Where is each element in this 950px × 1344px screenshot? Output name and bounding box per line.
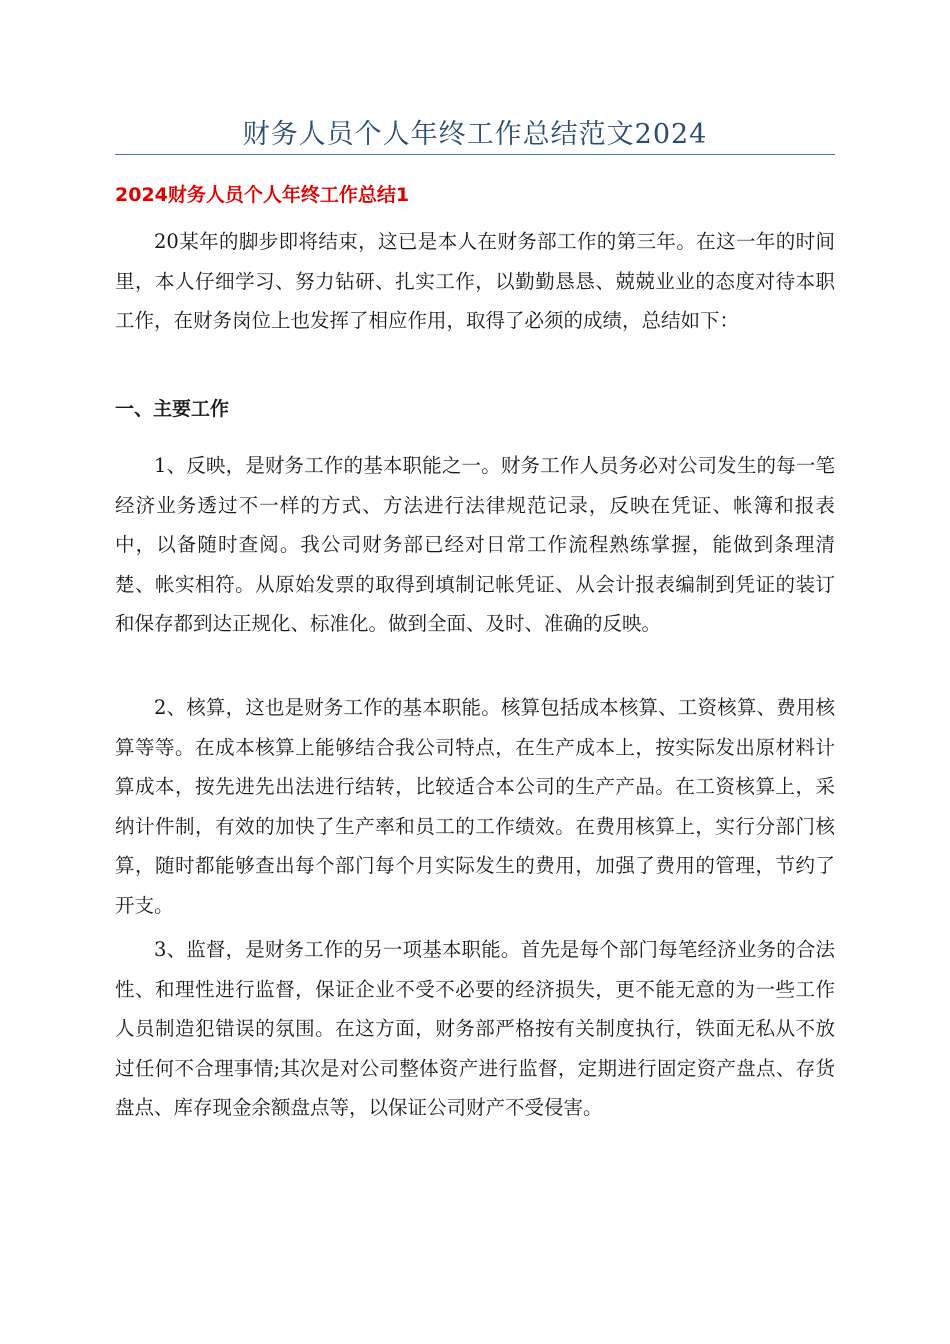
subheading-main-work: 一、主要工作 xyxy=(115,398,230,420)
section-heading: 2024财务人员个人年终工作总结1 xyxy=(115,184,410,206)
intro-paragraph: 20某年的脚步即将结束，这已是本人在财务部工作的第三年。在这一年的时间里，本人仔细学习、努力钻研、扎实工作，以勤勤恳恳、兢兢业业的态度对待本职工作，在财务岗位上也发挥了相应作用，取得了必须的成绩，总结如下： xyxy=(115,230,835,332)
title-underline-rule xyxy=(115,154,835,155)
paragraph-accounting: 2、核算，这也是财务工作的基本职能。核算包括成本核算、工资核算、费用核算等等。在成本核算上能够结合我公司特点，在生产成本上，按实际发出原材料计算成本，按先进先出法进行结转，比较适合本公司的生产产品。在工资核算上，采纳计件制，有效的加快了生产率和员工的工作绩效。在费用核算上，实行分部门核算，随时都能够查出每个部门每个月实际发生的费用，加强了费用的管理，节约了开支。 xyxy=(115,696,835,917)
document-title: 财务人员个人年终工作总结范文2024 xyxy=(242,119,708,150)
paragraph-supervision: 3、监督，是财务工作的另一项基本职能。首先是每个部门每笔经济业务的合法性、和理性进行监督，保证企业不受不必要的经济损失，更不能无意的为一些工作人员制造犯错误的氛围。在这方面，财务部严格按有关制度执行，铁面无私从不放过任何不合理事情;其次是对公司整体资产进行监督，定期进行固定资产盘点、存货盘点、库存现金余额盘点等，以保证公司财产不受侵害。 xyxy=(115,938,835,1119)
paragraph-reflection: 1、反映，是财务工作的基本职能之一。财务工作人员务必对公司发生的每一笔经济业务透过不一样的方式、方法进行法律规范记录，反映在凭证、帐簿和报表中，以备随时查阅。我公司财务部已经对日常工作流程熟练掌握，能做到条理清楚、帐实相符。从原始发票的取得到填制记帐凭证、从会计报表编制到凭证的装订和保存都到达正规化、标准化。做到全面、及时、准确的反映。 xyxy=(115,454,835,635)
